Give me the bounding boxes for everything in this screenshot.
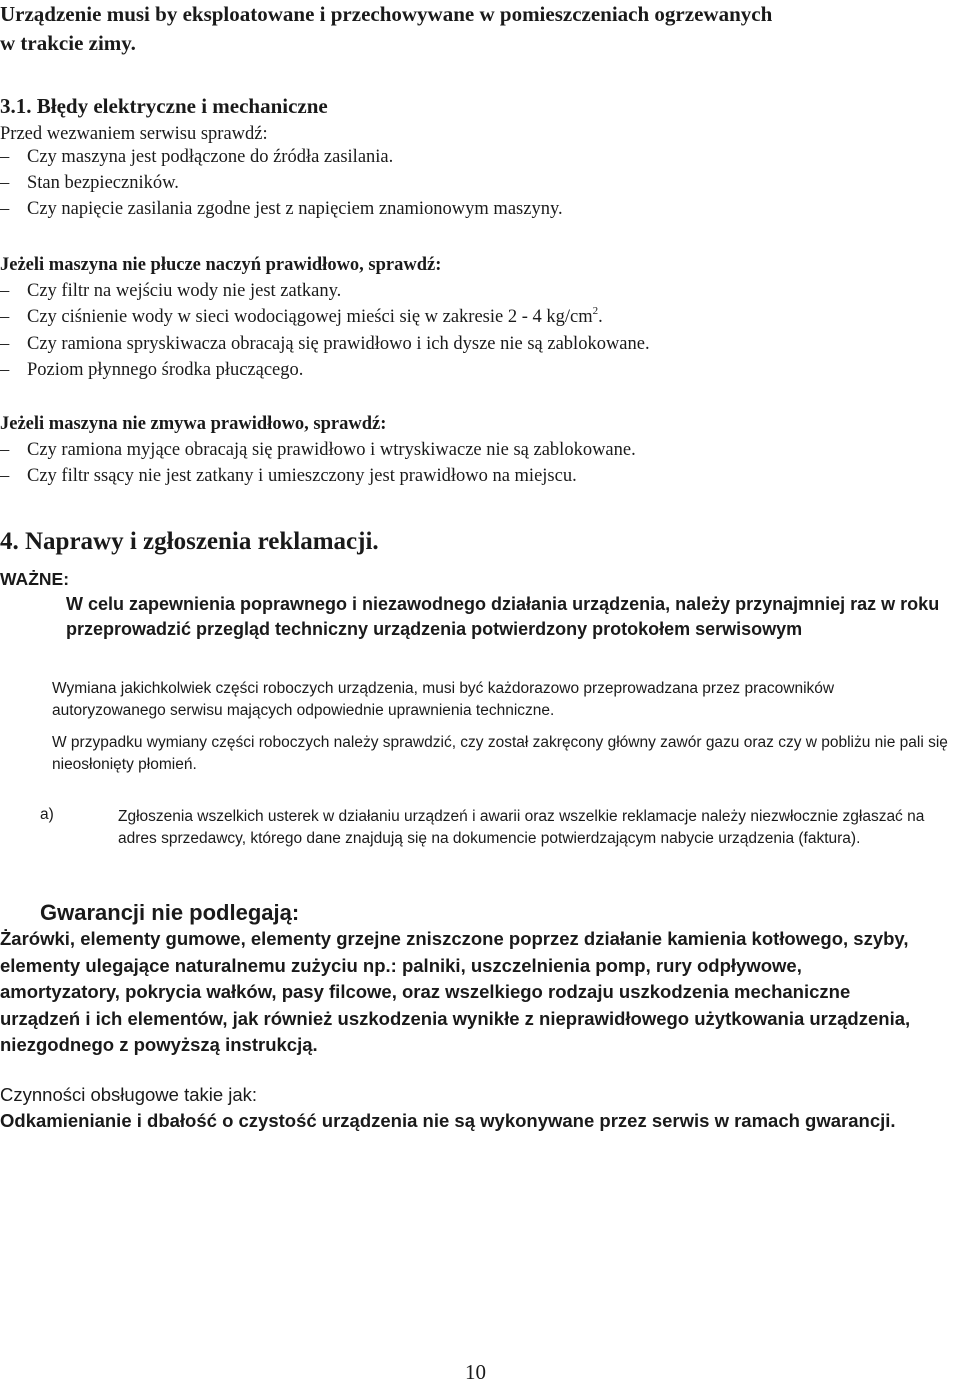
service-text: Odkamienianie i dbałość o czystość urządzenia nie są wykonywane przez serwis w ramach gwarancji. (0, 1110, 896, 1131)
important-label: WAŻNE: (0, 569, 70, 589)
paragraph-gas-valve: W przypadku wymiany części roboczych należy sprawdzić, czy został zakręcony główny zawór gazu oraz czy w pobliżu nie pali się nieosłonięty płomień. (52, 734, 948, 773)
list-item: – Czy ciśnienie wody w sieci wodociągowej mieści się w zakresie 2 - 4 $kg/cm^2$. (0, 305, 603, 327)
section-3-1-title: 3.1. Błędy elektryczne i mechaniczne (0, 94, 328, 118)
list-item: – Czy ramiona myjące obracają się prawidłowo i wtryskiwacze nie są zablokowane. (0, 440, 636, 460)
list-text-a: Zgłoszenia wszelkich usterek w działaniu urządzeń i awarii oraz wszelkie reklamacje należy niezwłocznie zgłaszać na adres sprzedawcy, którego dane znajdują się na dokumencie potwierdzającym nabycie urządzenia (faktura). (118, 808, 925, 847)
list-item: – Stan bezpieczników. (0, 173, 179, 193)
important-notice: W celu zapewnienia poprawnego i niezawodnego działania urządzenia, należy przynajmniej raz w roku przeprowadzić przegląd techniczny urządzenia potwierdzony protokołem serwisowym (66, 594, 940, 639)
list-item: – Czy filtr ssący nie jest zatkany i umieszczony jest prawidłowo na miejscu. (0, 466, 577, 486)
list-item: – Czy filtr na wejściu wody nie jest zatkany. (0, 281, 342, 301)
paragraph-parts-replacement: Wymiana jakichkolwiek części roboczych urządzenia, musi być każdorazowo przeprowadzana przez pracowników autoryzowanego serwisu mających odpowiednie uprawnienia techniczne. (52, 680, 835, 719)
dash-icon: – (0, 466, 10, 486)
dash-icon: – (0, 281, 10, 301)
list-label-a: a) (40, 806, 54, 823)
dash-icon: – (0, 334, 10, 354)
dash-icon: – (0, 307, 10, 327)
wash-heading: Jeżeli maszyna nie zmywa prawidłowo, sprawdź: (0, 414, 387, 434)
page-number: 10 (465, 1360, 486, 1384)
dash-icon: – (0, 360, 10, 380)
list-item: – Poziom płynnego środka płuczącego. (0, 360, 304, 380)
section-4-title: 4. Naprawy i zgłoszenia reklamacji. (0, 528, 379, 555)
intro-text (0, 0, 772, 58)
list-item: – Czy ramiona spryskiwacza obracają się prawidłowo i ich dysze nie są zablokowane. (0, 334, 650, 354)
superscript: 2 (592, 305, 599, 317)
service-heading: Czynności obsługowe takie jak: (0, 1084, 258, 1105)
rinse-heading: Jeżeli maszyna nie płucze naczyń prawidłowo, sprawdź: (0, 255, 442, 275)
warranty-exclusions: Żarówki, elementy gumowe, elementy grzejne zniszczone poprzez działanie kamienia kotłowego, szyby, elementy ulegające naturalnemu zużyciu np.: palniki, uszczelnienia pomp, rury odpływowe, amortyzatory, pokrycia wałków, pasy filcowe, oraz wszelkiego rodzaju uszkodzenia mechaniczne urządzeń i ich elementów, jak również uszkodzenia wynikłe z nieprawidłowego użytkowania urządzenia, niezgodnego z powyższą instrukcją. (0, 928, 911, 1055)
dash-icon: – (0, 173, 10, 193)
intro-line-1: Urządzenie musi by eksploatowane i przechowywane w pomieszczeniach ogrzewanych (0, 2, 773, 26)
check-label: Przed wezwaniem serwisu sprawdź: (0, 124, 268, 144)
list-item: – Czy maszyna jest podłączone do źródła zasilania. (0, 147, 394, 167)
intro-line-2: w trakcie zimy. (0, 31, 136, 55)
dash-icon: – (0, 440, 10, 460)
dash-icon: – (0, 147, 10, 167)
list-item: – Czy napięcie zasilania zgodne jest z napięciem znamionowym maszyny. (0, 199, 563, 219)
dash-icon: – (0, 199, 10, 219)
warranty-heading: Gwarancji nie podlegają: (40, 900, 300, 925)
